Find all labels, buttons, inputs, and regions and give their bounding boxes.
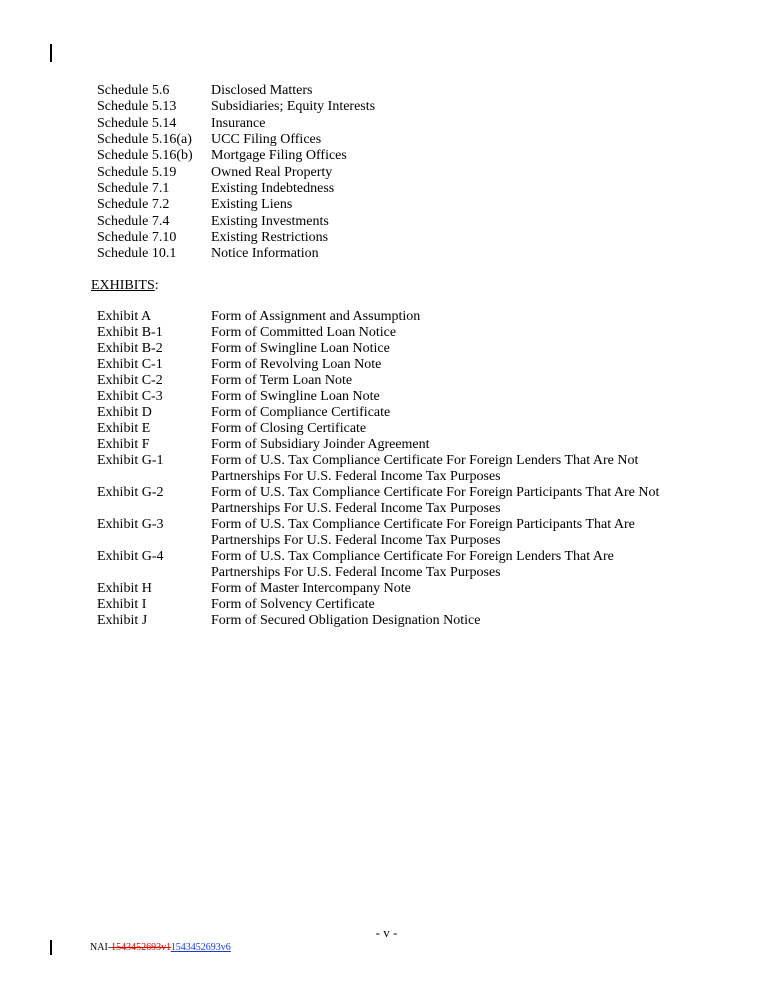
doc-id-deleted: 1543452693v1 <box>111 942 171 953</box>
schedule-title: Existing Investments <box>211 214 329 229</box>
schedule-id: Schedule 5.14 <box>97 116 177 131</box>
schedule-id: Schedule 5.6 <box>97 83 170 98</box>
exhibit-id: Exhibit D <box>97 405 152 420</box>
exhibit-id: Exhibit G-1 <box>97 453 164 468</box>
exhibit-id: Exhibit G-4 <box>97 549 164 564</box>
schedule-id: Schedule 10.1 <box>97 246 177 261</box>
schedule-title: Existing Restrictions <box>211 230 329 245</box>
schedule-id: Schedule 7.1 <box>97 181 170 196</box>
schedule-title: Insurance <box>211 116 266 131</box>
exhibit-title: Form of Closing Certificate <box>211 421 367 436</box>
exhibit-id: Exhibit B-2 <box>97 341 163 356</box>
exhibit-title: Form of Compliance Certificate <box>211 405 391 420</box>
doc-id-prefix: NAI- <box>90 942 112 953</box>
exhibit-title: Form of Solvency Certificate <box>211 597 375 612</box>
exhibit-title: Form of Secured Obligation Designation Notice <box>211 613 481 628</box>
exhibit-title-continuation: Partnerships For U.S. Federal Income Tax Purposes <box>211 565 501 580</box>
exhibit-id: Exhibit G-3 <box>97 517 164 532</box>
exhibit-id: Exhibit J <box>97 613 148 628</box>
exhibit-title-continuation: Partnerships For U.S. Federal Income Tax Purposes <box>211 501 501 516</box>
exhibit-title: Form of U.S. Tax Compliance Certificate For Foreign Lenders That Are <box>211 549 614 564</box>
schedule-id: Schedule 5.13 <box>97 99 177 114</box>
schedule-title: Mortgage Filing Offices <box>211 148 347 163</box>
exhibit-id: Exhibit H <box>97 581 152 596</box>
schedule-id: Schedule 5.16(a) <box>97 132 192 147</box>
schedule-title: Owned Real Property <box>211 165 333 180</box>
exhibit-id: Exhibit C-1 <box>97 357 163 372</box>
exhibit-title: Form of U.S. Tax Compliance Certificate For Foreign Participants That Are Not <box>211 485 660 500</box>
exhibit-title: Form of Swingline Loan Notice <box>211 341 390 356</box>
doc-id-inserted: 1543452693v6 <box>170 942 231 953</box>
exhibit-title-continuation: Partnerships For U.S. Federal Income Tax Purposes <box>211 469 501 484</box>
exhibit-title: Form of Term Loan Note <box>211 373 353 388</box>
schedule-title: Notice Information <box>211 246 319 261</box>
schedule-title: UCC Filing Offices <box>211 132 322 147</box>
schedule-id: Schedule 5.16(b) <box>97 148 193 163</box>
exhibit-title-continuation: Partnerships For U.S. Federal Income Tax Purposes <box>211 533 501 548</box>
exhibit-id: Exhibit E <box>97 421 151 436</box>
exhibit-id: Exhibit A <box>97 309 152 324</box>
exhibit-id: Exhibit C-3 <box>97 389 163 404</box>
schedule-title: Disclosed Matters <box>211 83 313 98</box>
schedule-id: Schedule 7.10 <box>97 230 177 245</box>
page-number: - v - <box>375 925 398 940</box>
schedule-title: Existing Indebtedness <box>211 181 335 196</box>
exhibit-id: Exhibit F <box>97 437 150 452</box>
exhibit-id: Exhibit B-1 <box>97 325 163 340</box>
exhibit-title: Form of Assignment and Assumption <box>211 309 421 324</box>
schedule-id: Schedule 5.19 <box>97 165 177 180</box>
schedule-title: Subsidiaries; Equity Interests <box>211 99 376 114</box>
change-bar-top <box>50 44 52 62</box>
exhibit-id: Exhibit C-2 <box>97 373 163 388</box>
exhibit-id: Exhibit G-2 <box>97 485 164 500</box>
exhibit-title: Form of U.S. Tax Compliance Certificate For Foreign Participants That Are <box>211 517 635 532</box>
exhibit-title: Form of Master Intercompany Note <box>211 581 411 596</box>
exhibit-title: Form of Committed Loan Notice <box>211 325 397 340</box>
schedule-id: Schedule 7.2 <box>97 197 170 212</box>
exhibit-title: Form of Revolving Loan Note <box>211 357 382 372</box>
schedule-title: Existing Liens <box>211 197 293 212</box>
exhibit-title: Form of U.S. Tax Compliance Certificate For Foreign Lenders That Are Not <box>211 453 639 468</box>
exhibit-title: Form of Subsidiary Joinder Agreement <box>211 437 430 452</box>
exhibits-heading-colon: : <box>154 278 159 293</box>
exhibits-heading <box>91 278 159 294</box>
document-id <box>90 942 231 954</box>
exhibit-title: Form of Swingline Loan Note <box>211 389 380 404</box>
schedule-id: Schedule 7.4 <box>97 214 170 229</box>
exhibits-heading-text: EXHIBITS <box>91 278 155 293</box>
change-bar-bottom <box>50 940 52 955</box>
exhibit-id: Exhibit I <box>97 597 147 612</box>
